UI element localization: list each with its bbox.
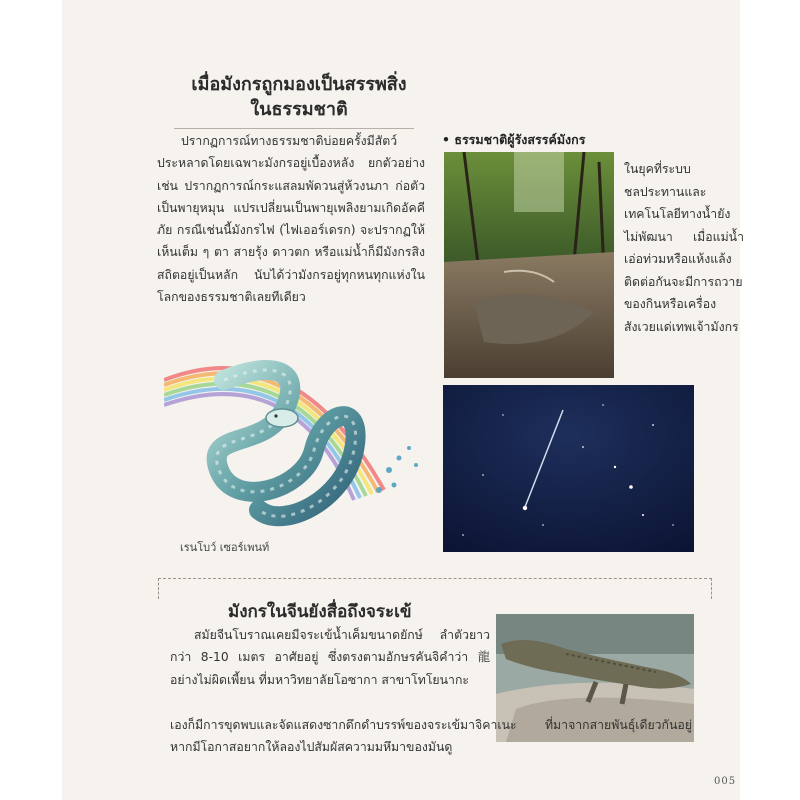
serpent-caption: เรนโบว์ เซอร์เพนท์ — [180, 541, 270, 554]
page-number: 005 — [714, 776, 737, 787]
section3-body-part2: เองก็มีการขุดพบและจัดแสดงซากดึกดำบรรพ์ของจระเข้มาจิคาเนะ ที่มาจากสายพันธุ์เดียวกันอยู่ หากมีโอกาสอยากให้ลองไปสัมผัสความมหึมาของมันดู — [170, 718, 692, 755]
book-page — [62, 0, 744, 800]
section1-title-line2: ในธรรมชาติ — [250, 99, 348, 120]
meteor-night-sky-photo — [443, 385, 694, 552]
section3-frame — [158, 578, 712, 599]
rainbow-serpent-illustration — [164, 340, 424, 540]
section2-side-text: ในยุคที่ระบบชลประทานและเทคโนโลยีทางน้ำยังไม่พัฒนา เมื่อแม่น้ำเอ่อท่วมหรือแห้งแล้งติดต่อกันจะมีการถวายของกินหรือเครื่องสังเวยแด่เทพเจ้ามังกร — [624, 162, 744, 334]
section1-body: ปรากฏการณ์ทางธรรมชาติบ่อยครั้งมีสัตว์ประหลาดโดยเฉพาะมังกรอยู่เบื้องหลัง ยกตัวอย่างเช่น ปรากฏการณ์กระแสลมพัดวนสู่ห้วงนภา ก่อตัวเป็นพายุหมุน แปรเปลี่ยนเป็นพายุเพลิงยามเกิดอัคคีภัย กรณีเช่นนี้มังกรไฟ (ไฟเออร์เดรก) จะปรากฏให้เห็นเต็ม ๆ ตา สายรุ้ง ดาวตก หรือแม่น้ำก็มีมังกรสิงสถิตอยู่เป็นหลัก นับได้ว่ามังกรอยู่ทุกหนทุกแห่งในโลกของธรรมชาติเลยทีเดียว — [157, 134, 425, 305]
section2-heading: • ธรรมชาติผู้รังสรรค์มังกร — [442, 132, 586, 147]
section1-title-line1: เมื่อมังกรถูกมองเป็นสรรพสิ่ง — [191, 74, 407, 95]
section3-title: มังกรในจีนยังสื่อถึงจระเข้ — [228, 602, 412, 622]
river-forest-photo — [444, 152, 614, 378]
section3-body-part1: สมัยจีนโบราณเคยมีจระเข้น้ำเค็มขนาดยักษ์ ลำตัวยาวกว่า 8-10 เมตร อาศัยอยู่ ซึ่งตรงตามอักษรคันจิคำว่า 龍 อย่างไม่ผิดเพี้ยน ที่มหาวิทยาลัยโอซากา สาขาโทโยนากะ — [170, 628, 490, 687]
section1-title — [174, 72, 424, 122]
title-divider — [174, 128, 414, 129]
